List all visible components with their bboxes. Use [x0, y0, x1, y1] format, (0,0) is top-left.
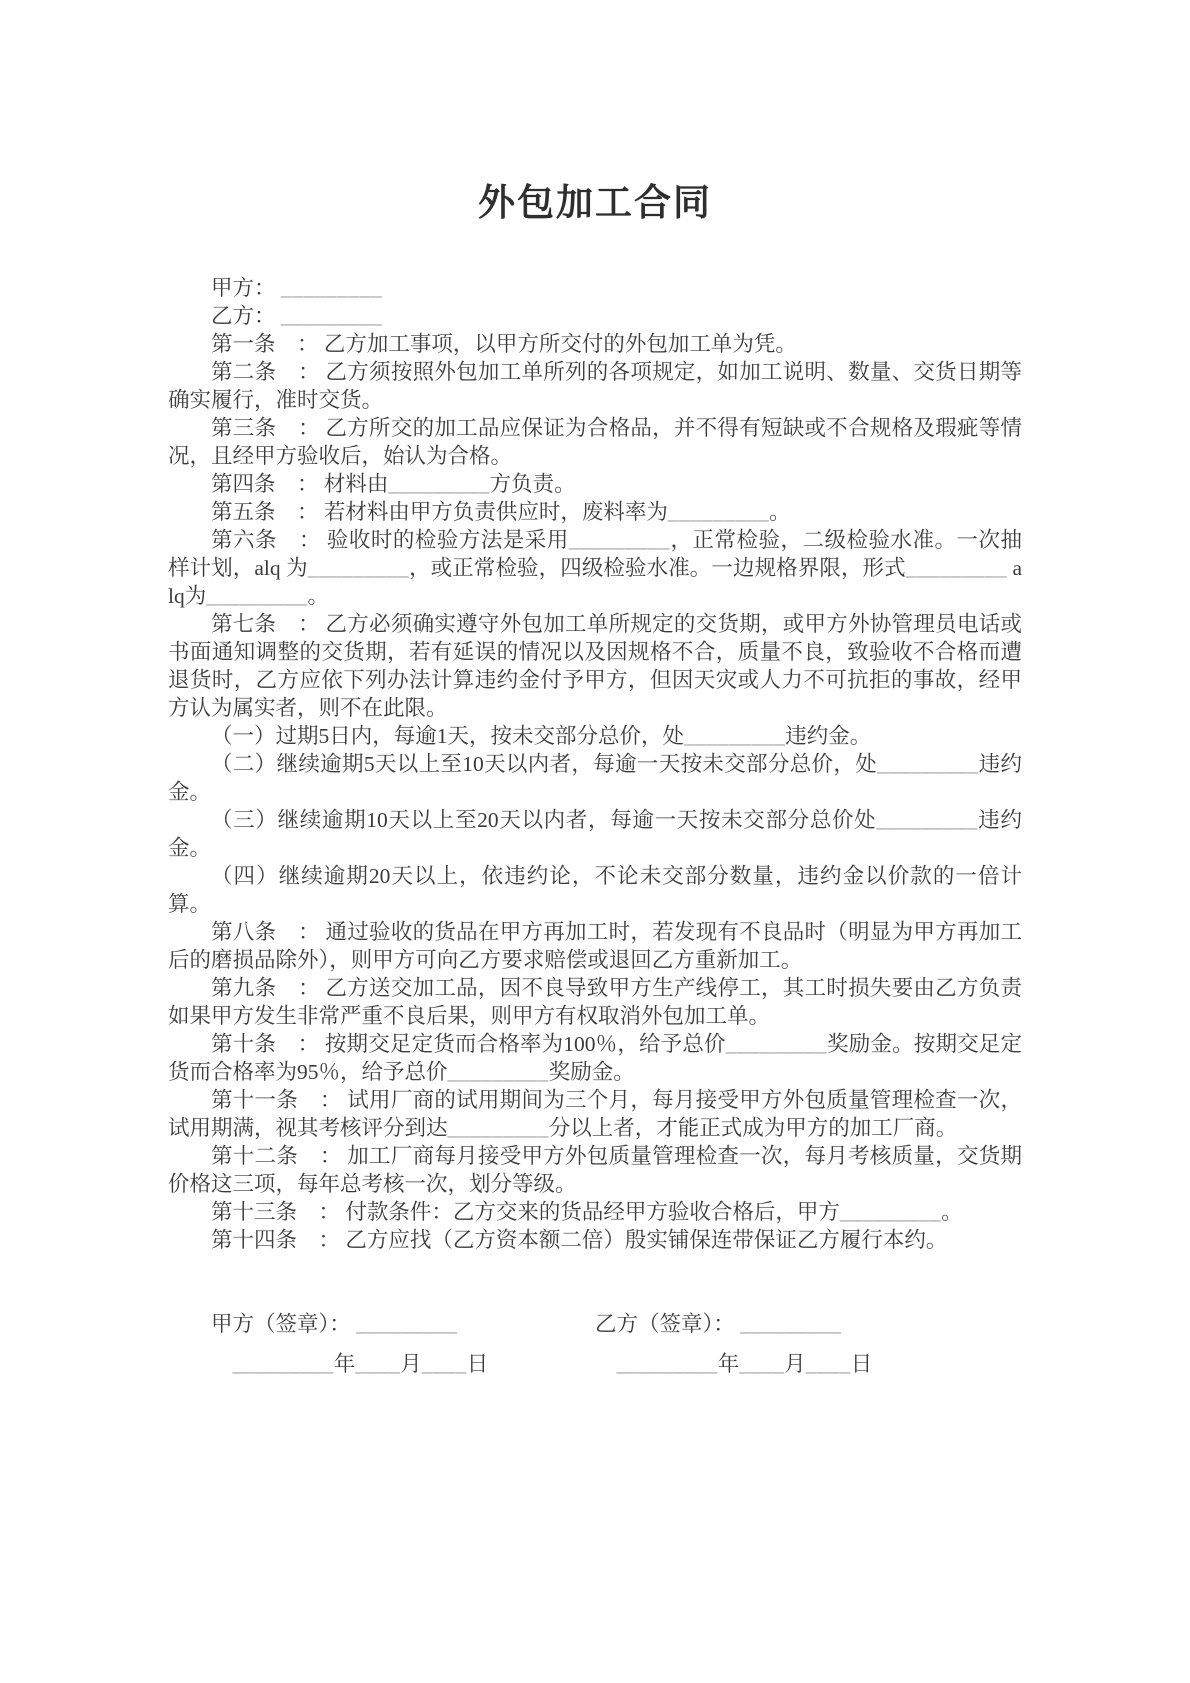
party-b-signature-block [595, 1304, 1022, 1384]
contract-paragraph: 第十三条 ： 付款条件：乙方交来的货品经甲方验收合格后，甲方_________。 [211, 1200, 963, 1224]
blank-field: _________ [616, 1352, 718, 1376]
blank-field: ____ [739, 1352, 785, 1376]
contract-paragraph: （一）过期5日内，每逾1天，按未交部分总价，处_________违约金。 [211, 724, 872, 748]
signature-section [168, 1304, 1022, 1384]
party-a-date-line: _________年____月____日 [232, 1352, 489, 1376]
blank-field: _________ [356, 1312, 458, 1336]
contract-body [168, 274, 1022, 1254]
contract-paragraph: （三）继续逾期10天以上至20天以内者，每逾一天按未交部分总价处_________违约金。 [168, 808, 1022, 860]
blank-field: _________ [388, 472, 490, 496]
contract-paragraph: 甲方： _________ [211, 276, 383, 300]
contract-paragraph: 第十条 ： 按期交足定货而合格率为100％，给予总价_________奖励金。按期交足定货而合格率为95％，给予总价_________奖励金。 [168, 1032, 1022, 1084]
contract-paragraph: 第四条 ： 材料由_________方负责。 [211, 472, 576, 496]
blank-field: _________ [568, 528, 671, 552]
blank-field: _________ [280, 276, 383, 300]
contract-paragraph: 第一条 ： 乙方加工事项，以甲方所交付的外包加工单为凭。 [211, 332, 797, 356]
contract-paragraph: 乙方： _________ [211, 304, 383, 328]
party-a-seal-line: 甲方（签章）： _________ [211, 1312, 458, 1336]
contract-paragraph: 第七条 ： 乙方必须确实遵守外包加工单所规定的交货期，或甲方外协管理员电话或书面通知调整的交货期，若有延误的情况以及因规格不合，质量不良，致验收不合格而遭退货时，乙方应依下列办法计算违约金付予甲方，但因天灾或人力不可抗拒的事故，经甲方认为属实者，则不在此限。 [168, 612, 1022, 720]
blank-field: _________ [905, 556, 1007, 580]
contract-paragraph: 第五条 ： 若材料由甲方负责供应时，废料率为_________。 [211, 500, 791, 524]
blank-field: ____ [421, 1352, 467, 1376]
blank-field: _________ [839, 1200, 942, 1224]
contract-paragraph: 第八条 ： 通过验收的货品在甲方再加工时，若发现有不良品时（明显为甲方再加工后的磨损品除外），则甲方可向乙方要求赔偿或退回乙方重新加工。 [168, 920, 1022, 972]
document-title: 外包加工合同 [478, 183, 712, 224]
blank-field: _________ [740, 1312, 842, 1336]
blank-field: _________ [876, 808, 978, 832]
contract-paragraph: 第二条 ： 乙方须按照外包加工单所列的各项规定，如加工说明、数量、交货日期等确实履行，准时交货。 [168, 360, 1022, 412]
party-a-signature-block [168, 1304, 595, 1384]
blank-field: ____ [355, 1352, 401, 1376]
contract-paragraph: 第十一条 ： 试用厂商的试用期间为三个月，每月接受甲方外包质量管理检查一次，试用期满，视其考核评分到达_________分以上者，才能正式成为甲方的加工厂商。 [168, 1088, 1022, 1140]
contract-paragraph: 第九条 ： 乙方送交加工品，因不良导致甲方生产线停工，其工时损失要由乙方负责如果甲方发生非常严重不良后果，则甲方有权取消外包加工单。 [168, 976, 1022, 1028]
contract-paragraph: 第十二条 ： 加工厂商每月接受甲方外包质量管理检查一次，每月考核质量，交货期价格这三项，每年总考核一次，划分等级。 [168, 1144, 1022, 1196]
blank-field: _________ [447, 1060, 549, 1084]
blank-field: _________ [206, 584, 308, 608]
contract-paragraph: 第十四条 ： 乙方应找（乙方资本额二倍）殷实铺保连带保证乙方履行本约。 [211, 1228, 948, 1252]
blank-field: _________ [232, 1352, 334, 1376]
blank-field: ____ [805, 1352, 851, 1376]
blank-field: _________ [725, 1032, 827, 1056]
contract-paragraph: 第三条 ： 乙方所交的加工品应保证为合格品，并不得有短缺或不合规格及瑕疵等情况，且经甲方验收后，始认为合格。 [168, 416, 1022, 468]
party-b-date-line: _________年____月____日 [616, 1352, 873, 1376]
blank-field: _________ [307, 556, 409, 580]
contract-paragraph: 第六条 ： 验收时的检验方法是采用_________，正常检验，二级检验水准。一次抽样计划，alq 为_________，或正常检验，四级检验水准。一边规格界限，形式_________ alq为_________。 [168, 528, 1022, 608]
blank-field: _________ [447, 1116, 549, 1140]
blank-field: _________ [684, 724, 786, 748]
contract-paragraph: （四）继续逾期20天以上，依违约论，不论未交部分数量，违约金以价款的一倍计算。 [168, 864, 1022, 916]
blank-field: _________ [877, 752, 979, 776]
party-b-seal-line: 乙方（签章）： _________ [595, 1312, 842, 1336]
blank-field: _________ [667, 500, 770, 524]
blank-field: _________ [280, 304, 383, 328]
contract-paragraph: （二）继续逾期5天以上至10天以内者，每逾一天按未交部分总价，处_________违约金。 [168, 752, 1022, 804]
